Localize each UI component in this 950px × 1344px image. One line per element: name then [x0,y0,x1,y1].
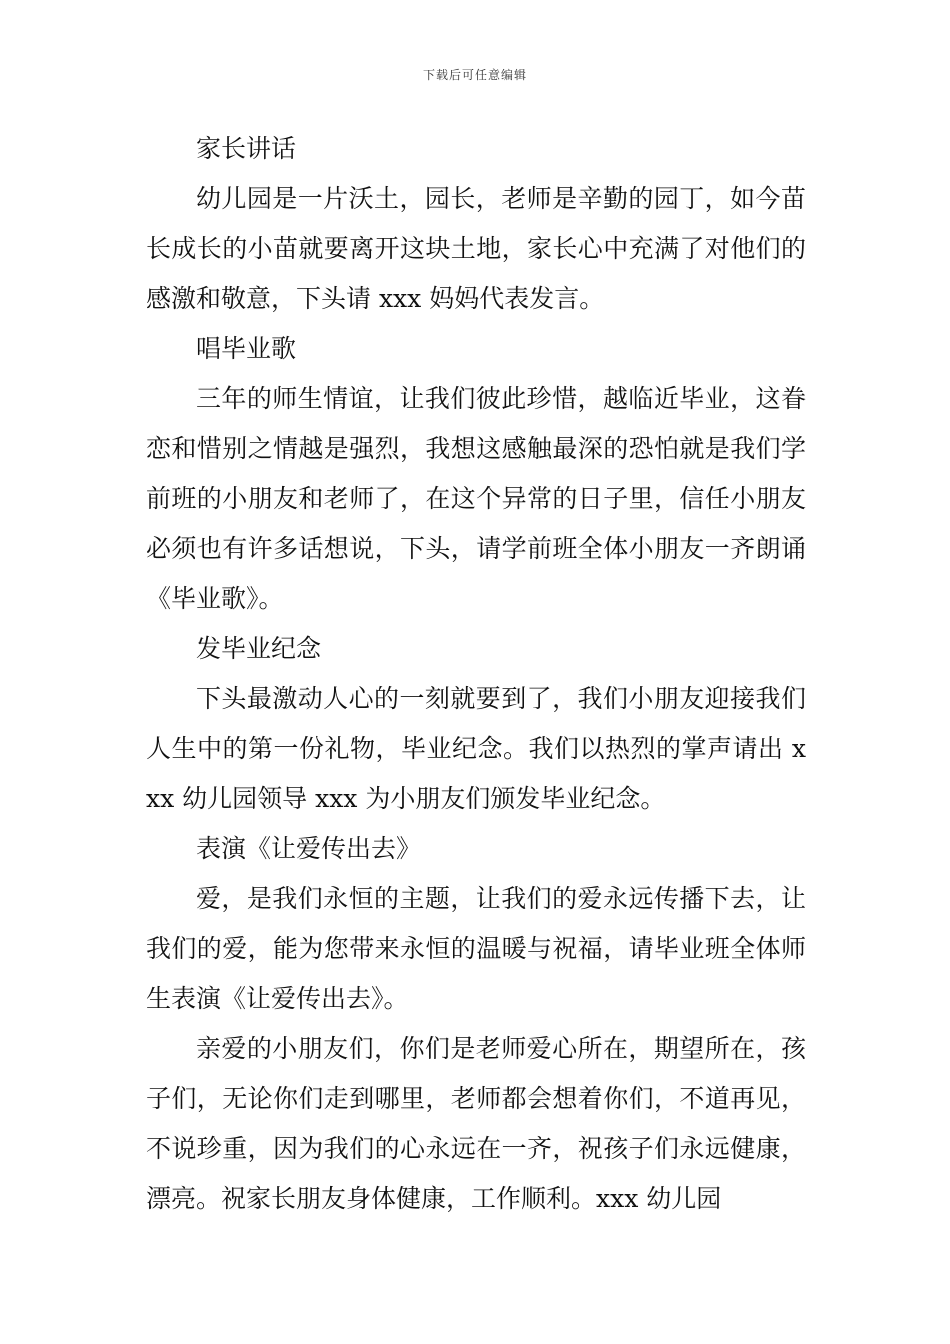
section-heading-performance: 表演《让爱传出去》 [196,834,422,863]
section-heading-graduation-song: 唱毕业歌 [196,334,297,363]
document-body [146,124,806,1224]
section-heading-parent-speech: 家长讲话 [196,134,297,163]
paragraph-parent-speech: 幼儿园是一片沃土，园长，老师是辛勤的园丁，如今苗长成长的小苗就要离开这块土地，家长心中充满了对他们的感激和敬意，下头请 xxx 妈妈代表发言。 [146,184,806,313]
paragraph-performance: 爱，是我们永恒的主题，让我们的爱永远传播下去，让我们的爱，能为您带来永恒的温暖与祝福，请毕业班全体师生表演《让爱传出去》。 [146,884,806,1013]
header-note: 下载后可任意编辑 [422,68,527,82]
section-heading-graduation-souvenir: 发毕业纪念 [196,634,322,663]
paragraph-graduation-souvenir: 下头最激动人心的一刻就要到了，我们小朋友迎接我们人生中的第一份礼物，毕业纪念。我们以热烈的掌声请出 xxx 幼儿园领导 xxx 为小朋友们颁发毕业纪念。 [146,684,806,813]
paragraph-graduation-song: 三年的师生情谊，让我们彼此珍惜，越临近毕业，这眷恋和惜别之情越是强烈，我想这感触最深的恐怕就是我们学前班的小朋友和老师了，在这个异常的日子里，信任小朋友必须也有许多话想说，下头，请学前班全体小朋友一齐朗诵《毕业歌》。 [146,384,806,613]
paragraph-closing: 亲爱的小朋友们，你们是老师爱心所在，期望所在，孩子们，无论你们走到哪里，老师都会想着你们，不道再见，不说珍重，因为我们的心永远在一齐，祝孩子们永远健康，漂亮。祝家长朋友身体健康，工作顺利。xxx 幼儿园 [146,1034,806,1213]
